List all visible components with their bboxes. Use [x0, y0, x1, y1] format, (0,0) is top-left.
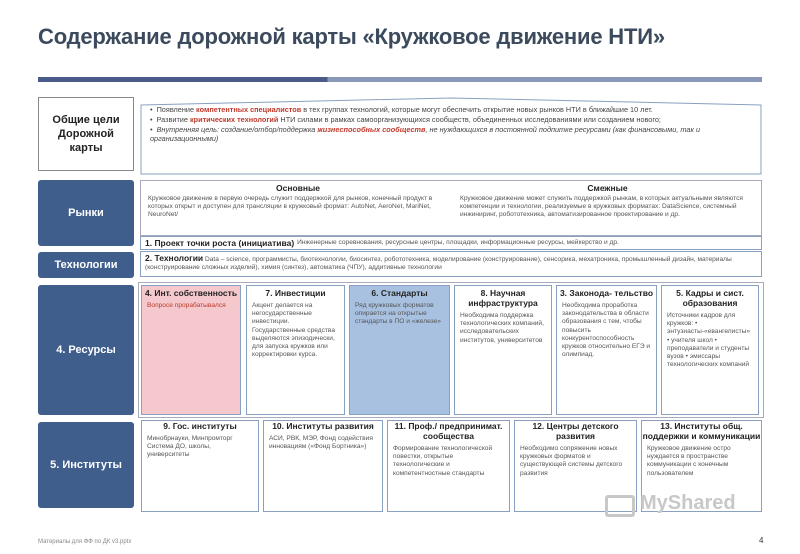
inst-card	[387, 420, 510, 512]
title-divider	[38, 77, 762, 82]
goal-highlight: жизнеспособных сообществ	[317, 125, 426, 134]
watermark-icon	[605, 495, 635, 517]
card-text: Необходима проработка законодательства в области образования с тем, чтобы повысить конкурентоспособность кружков относительно ЕГЭ и олимпиад.	[562, 302, 651, 359]
goal-text: НТИ силами в рамках самоорганизующихся сообществ, объединенных исследованиями или созданием нового;	[278, 115, 661, 124]
growth-point-text: Инженерные соревнования, ресурсные центры, площадки, информационные ресурсы, мейкерство и др.	[297, 238, 619, 246]
goal-text: , не нуждающихся в постоянной подпитке ресурсами (как финансовыми, так и организационными)	[150, 125, 700, 143]
res-card	[661, 285, 759, 415]
card-text: Источники кадров для кружков: • энтузиасты-«евангелисты» • учителя школ • преподаватели и студенты вузов • эмиссары технологических компаний	[667, 312, 751, 369]
goals-panel	[140, 97, 762, 173]
goal-text: Внутренняя цель: создание/отбор/поддержка	[156, 125, 318, 134]
inst-card	[263, 420, 383, 512]
card-text: АСИ, РВК, МЭР, Фонд содействия инновациям («Фонд Бортника»)	[269, 435, 373, 451]
goals-label: Общие цели Дорожной карты	[38, 97, 134, 171]
card-text: Кружковое движение остро нуждается в пространстве коммуникации с конечным пользователем	[647, 445, 731, 477]
growth-point-title: 1. Проект точки роста (инициатива)	[145, 237, 295, 248]
markets-label: Рынки	[38, 180, 134, 246]
goal-text: Появление	[156, 105, 197, 114]
card-title: 13. Институты общ. поддержки и коммуникации	[642, 421, 761, 441]
goal-highlight: критических технологий	[189, 115, 279, 124]
card-title: 7. Инвестиции	[265, 288, 326, 298]
markets-main-title: Основные	[275, 183, 320, 193]
card-title: 9. Гос. институты	[163, 421, 237, 431]
card-text: Вопросе прорабатывался	[147, 302, 226, 309]
goal-item	[150, 105, 760, 114]
markets-main	[148, 183, 448, 235]
inst-card	[141, 420, 259, 512]
card-title: 12. Центры детского развития	[532, 421, 619, 441]
technologies-title: 2. Технологии	[145, 253, 204, 263]
footer-source: Материалы для ФФ по ДК v3.pptx	[38, 539, 132, 545]
goal-text: Развитие	[156, 115, 190, 124]
markets-adjacent-text: Кружковое движение может служить поддержкой рынкам, в которых актуальными являются компетенции и технологии, реализуемые в кружковых форматах: DataScience, системный инжиниринг, робототехника, автоматизированное проектирование и др.	[460, 195, 743, 219]
page-number: 4	[759, 536, 764, 545]
card-title: 8. Научная инфраструктура	[468, 288, 538, 308]
page-title: Содержание дорожной карты «Кружковое движение НТИ»	[38, 24, 665, 49]
goal-item	[150, 125, 760, 143]
technologies-strip	[140, 251, 762, 277]
card-text: Формирование технологической повестки, открытые технологические и компетентностные стандарты	[393, 445, 493, 477]
bullet-icon: •	[150, 125, 153, 134]
technologies-label: Технологии	[38, 252, 134, 278]
res-card	[349, 285, 450, 415]
card-text: Акцент делается на негосударственные инвестиции. Государственные средства выделяются эпизодически, для запуска кружков или корректировки курса.	[252, 302, 336, 359]
watermark-text: MyShared	[640, 492, 736, 514]
card-title: 6. Стандарты	[371, 288, 428, 298]
card-title: 4. Инт. собственность	[144, 288, 238, 298]
card-title: 5. Кадры и сист. образования	[676, 288, 744, 308]
card-text: Минобрнауки, Минпромторг Система ДО, школы, университеты	[147, 435, 233, 459]
card-text: Ряд кружковых форматов опирается на открытые стандарты в ПО и «железе»	[355, 302, 441, 326]
goals-list	[150, 105, 760, 144]
institutes-label: 5. Институты	[38, 422, 134, 508]
goal-item	[150, 115, 760, 124]
card-title: 11. Проф./ предпринимат. сообщества	[394, 421, 503, 441]
res-card	[246, 285, 345, 415]
bullet-icon: •	[150, 115, 153, 124]
growth-point-strip	[140, 236, 762, 250]
card-text: Необходима поддержка технологических компаний, исследовательских институтов, университетов	[460, 312, 544, 344]
card-title: 3. Законода- тельство	[559, 288, 654, 298]
res-card	[141, 285, 241, 415]
res-card	[556, 285, 657, 415]
markets-main-text: Кружковое движение в первую очередь служит поддержкой для рынков, конечный продукт в которых открыт и доступен для трансляции в кружковый формат: AutoNet, AeroNet, MariNet, NeuroNet/	[148, 195, 433, 219]
bullet-icon: •	[150, 105, 153, 114]
goal-text: в тех группах технологий, которые могут обеспечить открытие новых рынков НТИ в ближайшие 10 лет.	[301, 105, 653, 114]
markets-adjacent-title: Смежные	[587, 183, 628, 193]
card-title: 10. Институты развития	[272, 421, 374, 431]
card-text: Необходимо сопряжение новых кружковых форматов и существующей системы детского развития	[520, 445, 623, 477]
res-card	[454, 285, 552, 415]
markets-adjacent	[460, 183, 755, 235]
resources-label: 4. Ресурсы	[38, 285, 134, 415]
goal-highlight: компетентных специалистов	[196, 105, 302, 114]
technologies-text: Data – science, программисты, биотехнологии, биосинтез, робототехника, моделирование (конструирование), сенсорика, мехатроника, промышленный дизайн, материалы (конструирование сложных изделий), химия (синтез), автоматика (ЧПУ), аддитивные технологии	[145, 256, 732, 272]
